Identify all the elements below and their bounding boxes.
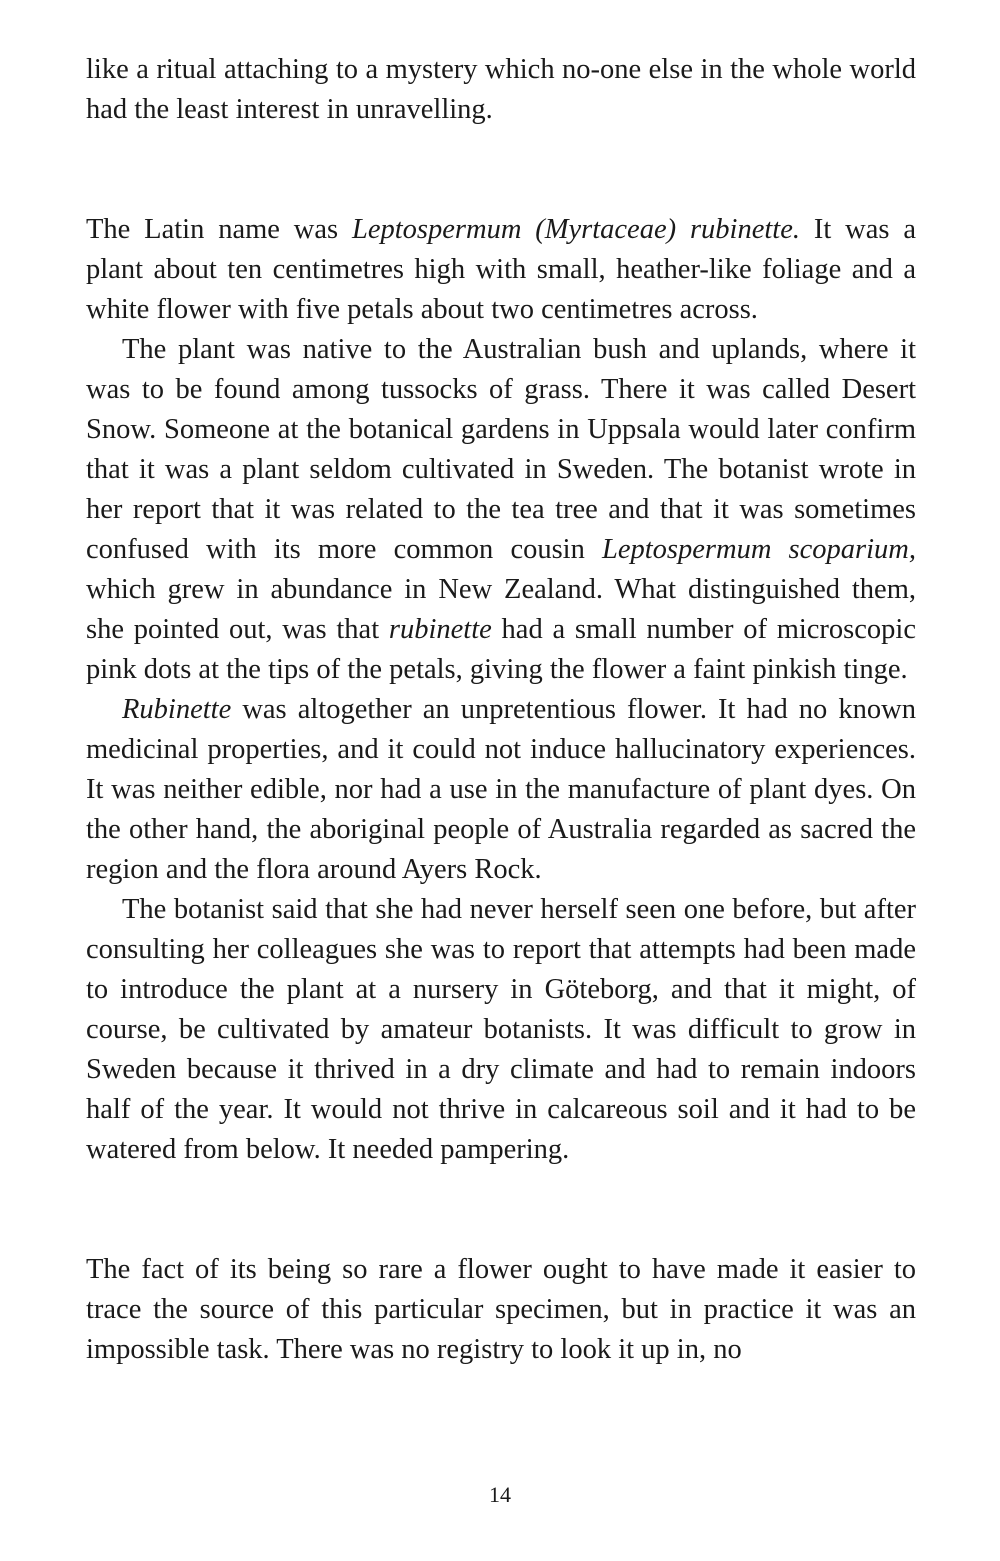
text-run: which grew in abundance in New Zealand. What distinguished them, she pointed out, was that (86, 574, 916, 645)
text-run: The plant was native to the Australian bush and uplands, where it was to be found among tussocks of grass. There it was called Desert Snow. Someone at the botanical gardens in Uppsala would later confirm that it was a plant seldom cultivated in Sweden. The botanist wrote in her report that it was related to the tea tree and that it was sometimes confused with its more common cousin (86, 334, 916, 565)
latin-name-italic: Leptospermum scoparium, (601, 534, 916, 565)
text-run: The Latin name was (86, 214, 352, 245)
latin-name-italic: Leptospermum (Myrtaceae) rubinette. (351, 214, 800, 245)
rubinette-italic: rubinette (388, 614, 492, 645)
paragraph-continuation: like a ritual attaching to a mystery which no-one else in the whole world had the least interest in unravelling. (86, 54, 916, 125)
text-run: had a small number of microscopic pink dots at the tips of the petals, giving the flower a faint pinkish tinge. (86, 614, 916, 685)
paragraph-native-habitat (86, 330, 916, 690)
page-number: 14 (489, 1482, 511, 1507)
paragraph-latin-name (86, 210, 916, 330)
paragraph-botanist-report: The botanist said that she had never herself seen one before, but after consulting her colleagues she was to report that attempts had been made to introduce the plant at a nursery in Göteborg, and that it might, of course, be cultivated by amateur botanists. It was difficult to grow in Sweden because it thrived in a dry climate and had to remain indoors half of the year. It would not thrive in calcareous soil and it had to be watered from below. It needed pampering. (86, 894, 916, 1165)
text-run: It was a plant about ten centimetres high with small, heather-like foliage and a white flower with five petals about two centimetres across. (86, 214, 916, 325)
paragraph-unpretentious (86, 690, 916, 890)
rubinette-italic: Rubinette (122, 694, 232, 725)
text-run: was altogether an unpretentious flower. It had no known medicinal properties, and it could not induce hallucinatory experiences. It was neither edible, nor had a use in the manufacture of plant dyes. On the other hand, the aboriginal people of Australia regarded as sacred the region and the flora around Ayers Rock. (86, 694, 916, 885)
book-page-body (86, 50, 916, 1370)
paragraph-rare-flower: The fact of its being so rare a flower ought to have made it easier to trace the source of this particular specimen, but in practice it was an impossible task. There was no registry to look it up in, no (86, 1254, 916, 1365)
